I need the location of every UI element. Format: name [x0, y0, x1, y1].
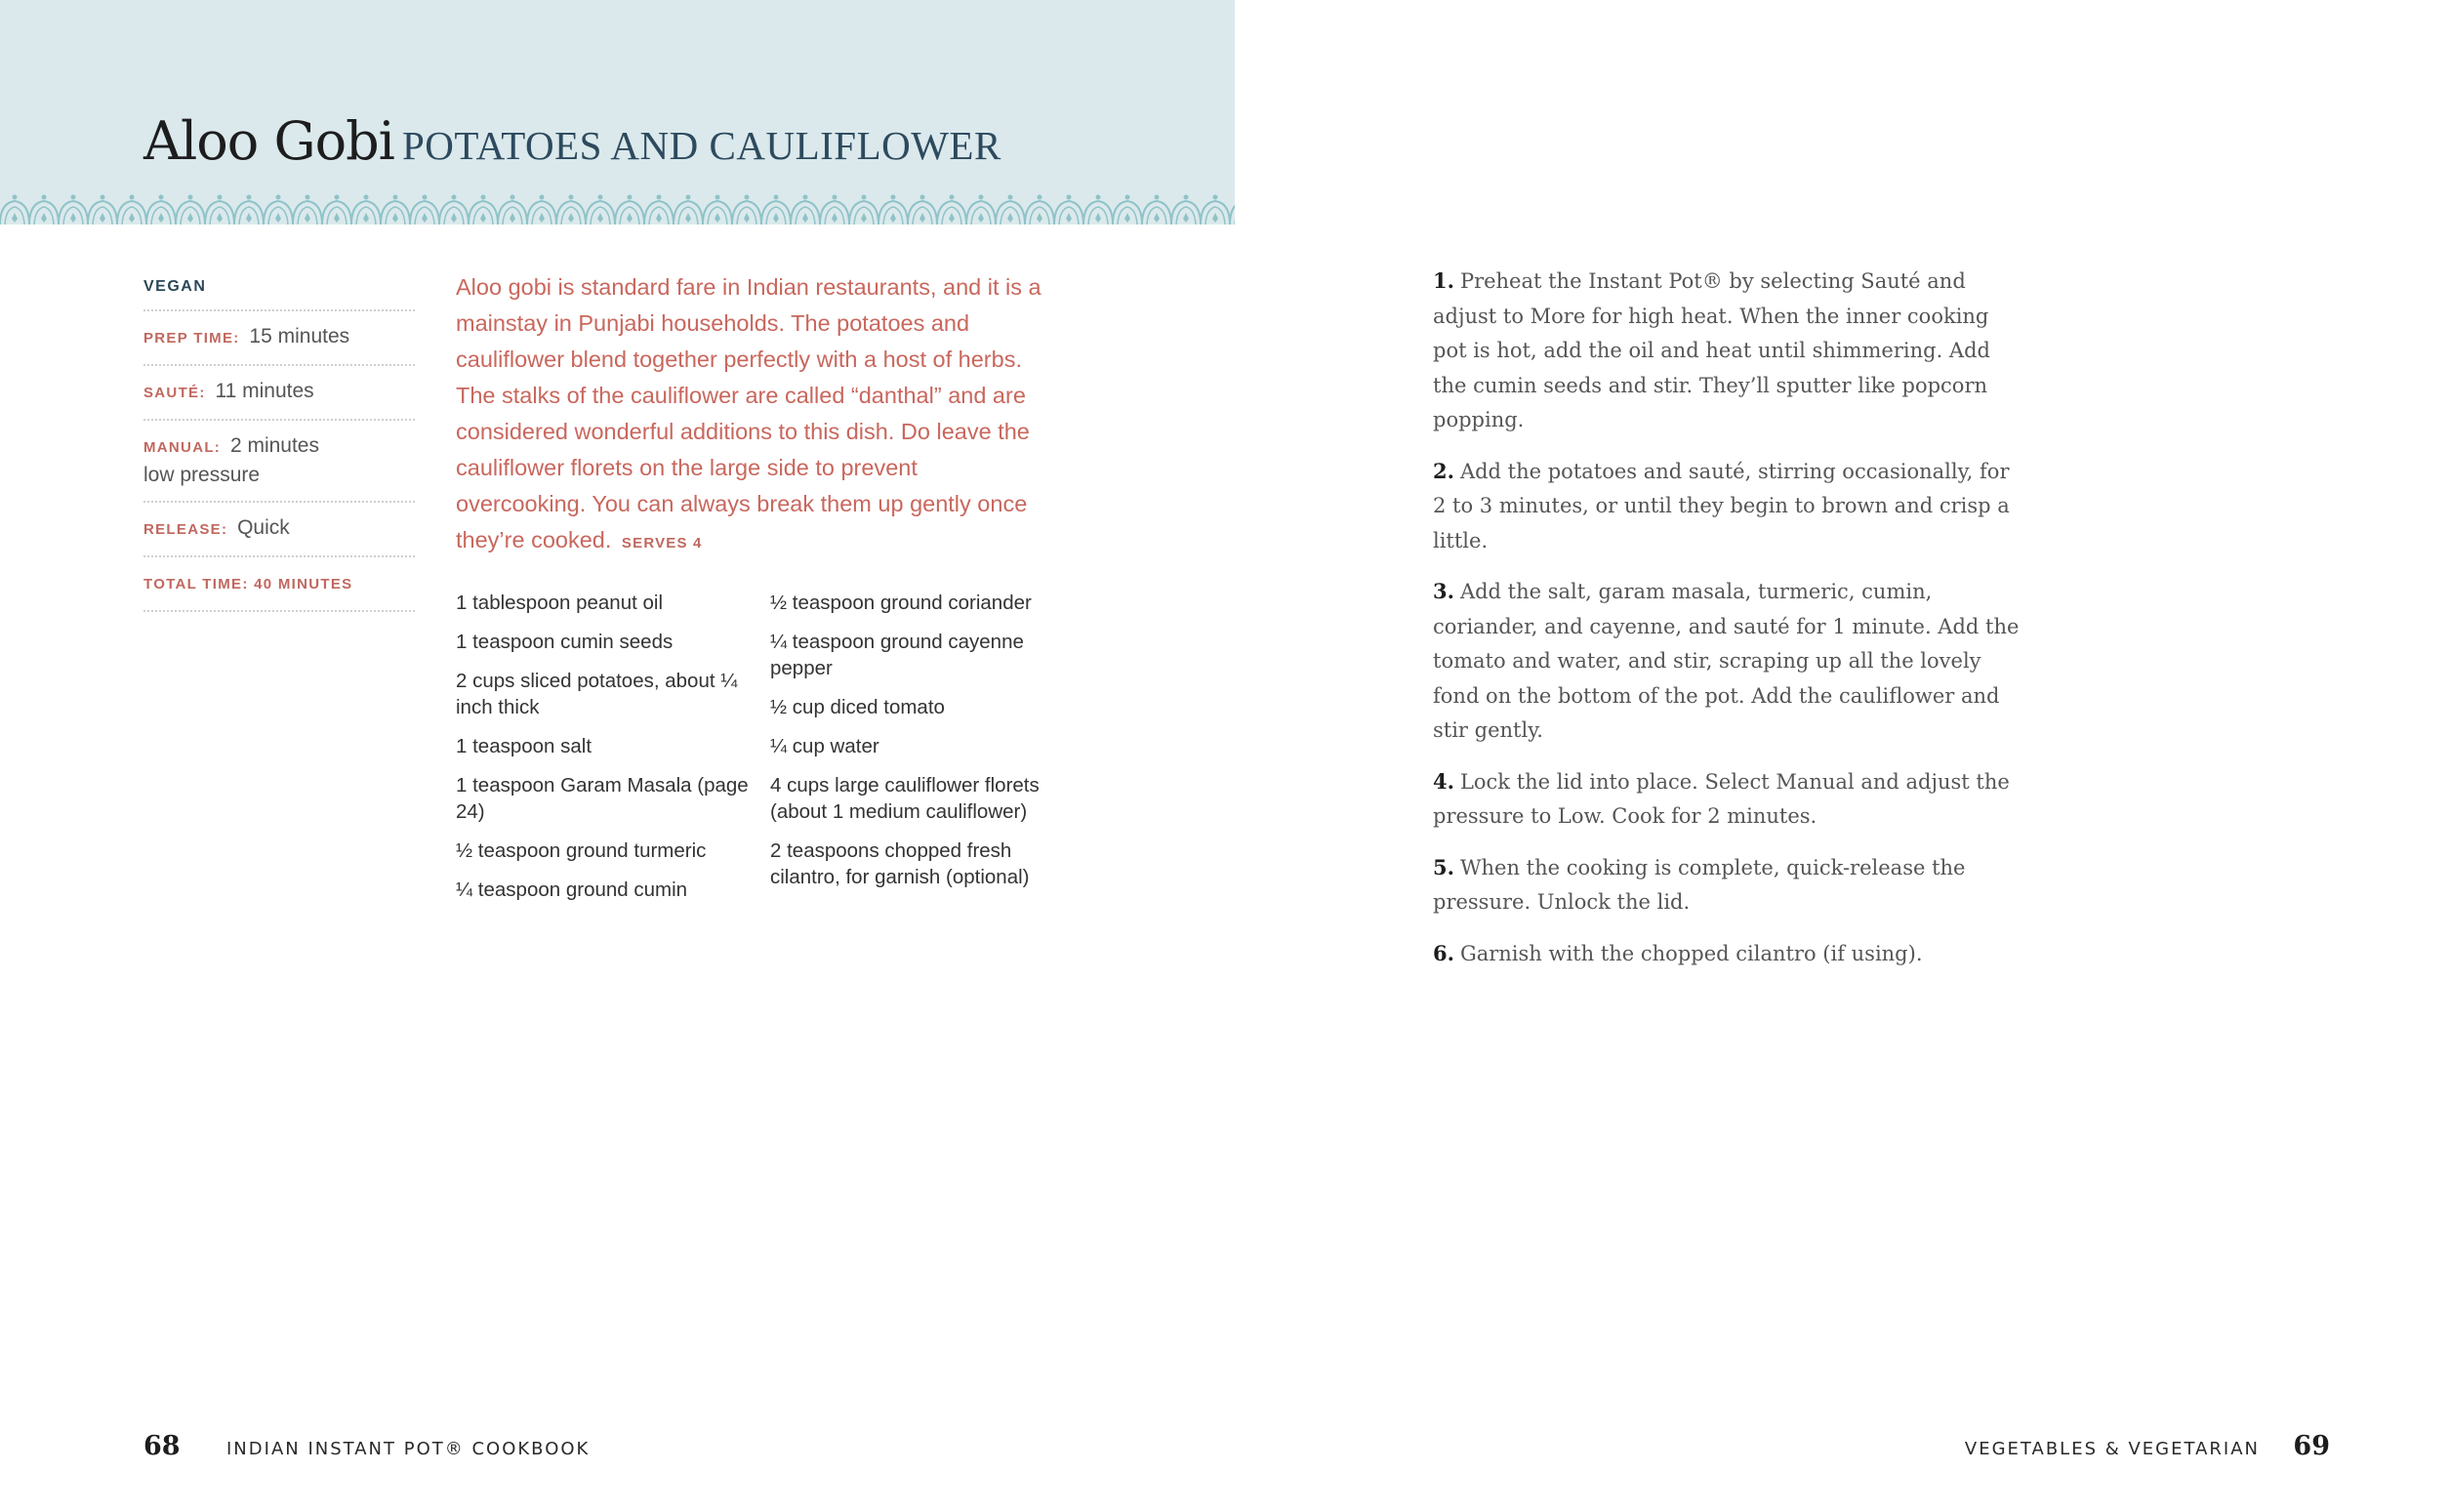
step-number: 6.: [1433, 940, 1454, 965]
step-number: 3.: [1433, 579, 1454, 603]
right-page-number: 69: [2293, 1431, 2330, 1461]
step-number: 1.: [1433, 268, 1454, 293]
ingredient-item: ¼ teaspoon ground cayenne pepper: [770, 631, 1024, 679]
ornamental-border: [0, 189, 1235, 225]
intro-text: Aloo gobi is standard fare in Indian restaurants, and it is a mainstay in Punjabi households. The potatoes and cauliflower blend together perfectly with a host of herbs. The stalks of the cauliflower are called “danthal” and are considered wonderful additions to this dish. Do leave the cauliflower florets on the large side to prevent overcooking. You can always break them up gently once they’re cooked.: [456, 274, 1041, 552]
recipe-title: [143, 110, 1001, 172]
recipe-steps: [1433, 264, 2028, 987]
step-number: 2.: [1433, 458, 1454, 483]
ingredient-item: 1 teaspoon cumin seeds: [456, 631, 674, 653]
ingredient-item: ½ cup diced tomato: [770, 696, 945, 718]
vegan-tag: VEGAN: [143, 278, 415, 311]
manual-time-value: 2 minutes: [229, 434, 319, 457]
ingredient-item: 1 tablespoon peanut oil: [456, 592, 664, 614]
recipe-info-sidebar: [143, 278, 415, 612]
step-text: When the cooking is complete, quick-release the pressure. Unlock the lid.: [1433, 855, 1966, 914]
total-time: TOTAL TIME: 40 MINUTES: [143, 576, 353, 593]
step-item: [1433, 574, 2028, 749]
serves-label: SERVES 4: [621, 535, 703, 552]
ingredients-column-1: [456, 590, 749, 916]
ingredient-item: 2 cups sliced potatoes, about ¼ inch thick: [456, 670, 738, 718]
recipe-intro: [456, 269, 1051, 561]
step-item: [1433, 936, 2028, 972]
step-item: [1433, 264, 2028, 438]
ingredient-item: ¼ cup water: [770, 735, 879, 757]
right-running-footer: VEGETABLES & VEGETARIAN: [1964, 1439, 2260, 1459]
manual-pressure-value: low pressure: [143, 464, 261, 486]
prep-time-label: PREP TIME:: [143, 330, 240, 347]
step-item: [1433, 454, 2028, 559]
release-value: Quick: [237, 516, 290, 539]
step-text: Lock the lid into place. Select Manual and adjust the pressure to Low. Cook for 2 minutes.: [1433, 769, 2010, 828]
ingredient-item: 2 teaspoons chopped fresh cilantro, for garnish (optional): [770, 839, 1030, 888]
left-page-number: 68: [143, 1431, 181, 1461]
total-time-row: [143, 557, 415, 612]
step-text: Preheat the Instant Pot® by selecting Sauté and adjust to More for high heat. When the inner cooking pot is hot, add the oil and heat until shimmering. Add the cumin seeds and stir. They’ll sputter like popcorn popping.: [1433, 269, 1990, 431]
step-text: Add the potatoes and sauté, stirring occasionally, for 2 to 3 minutes, or until they begin to brown and crisp a little.: [1433, 459, 2010, 552]
prep-time-row: [143, 311, 415, 366]
left-running-footer: INDIAN INSTANT POT® COOKBOOK: [226, 1439, 591, 1459]
ingredient-item: ½ teaspoon ground turmeric: [456, 839, 707, 862]
step-text: Add the salt, garam masala, turmeric, cumin, coriander, and cayenne, and sauté for 1 minute. Add the tomato and water, and stir, scraping up all the lovely fond on the bottom of the pot. Add the cauliflower and stir gently.: [1433, 580, 2020, 742]
step-number: 4.: [1433, 768, 1454, 794]
step-number: 5.: [1433, 854, 1454, 879]
step-text: Garnish with the chopped cilantro (if using).: [1459, 941, 1923, 965]
manual-time-label: MANUAL:: [143, 439, 222, 456]
prep-time-value: 15 minutes: [249, 325, 350, 347]
ingredients-column-2: [770, 590, 1053, 903]
step-item: [1433, 850, 2028, 920]
ingredient-item: 4 cups large cauliflower florets (about 1 medium cauliflower): [770, 774, 1040, 823]
ingredient-item: 1 teaspoon Garam Masala (page 24): [456, 774, 749, 823]
release-label: RELEASE:: [143, 521, 228, 538]
ingredient-item: 1 teaspoon salt: [456, 735, 592, 757]
manual-time-row: [143, 421, 415, 503]
ingredient-item: ½ teaspoon ground coriander: [770, 592, 1032, 614]
saute-time-value: 11 minutes: [215, 380, 314, 402]
recipe-subtitle: POTATOES AND CAULIFLOWER: [401, 123, 1001, 168]
saute-time-label: SAUTÉ:: [143, 385, 206, 401]
ingredient-item: ¼ teaspoon ground cumin: [456, 879, 688, 901]
saute-time-row: [143, 366, 415, 421]
release-row: [143, 503, 415, 557]
step-item: [1433, 764, 2028, 835]
recipe-name: Aloo Gobi: [143, 110, 394, 172]
